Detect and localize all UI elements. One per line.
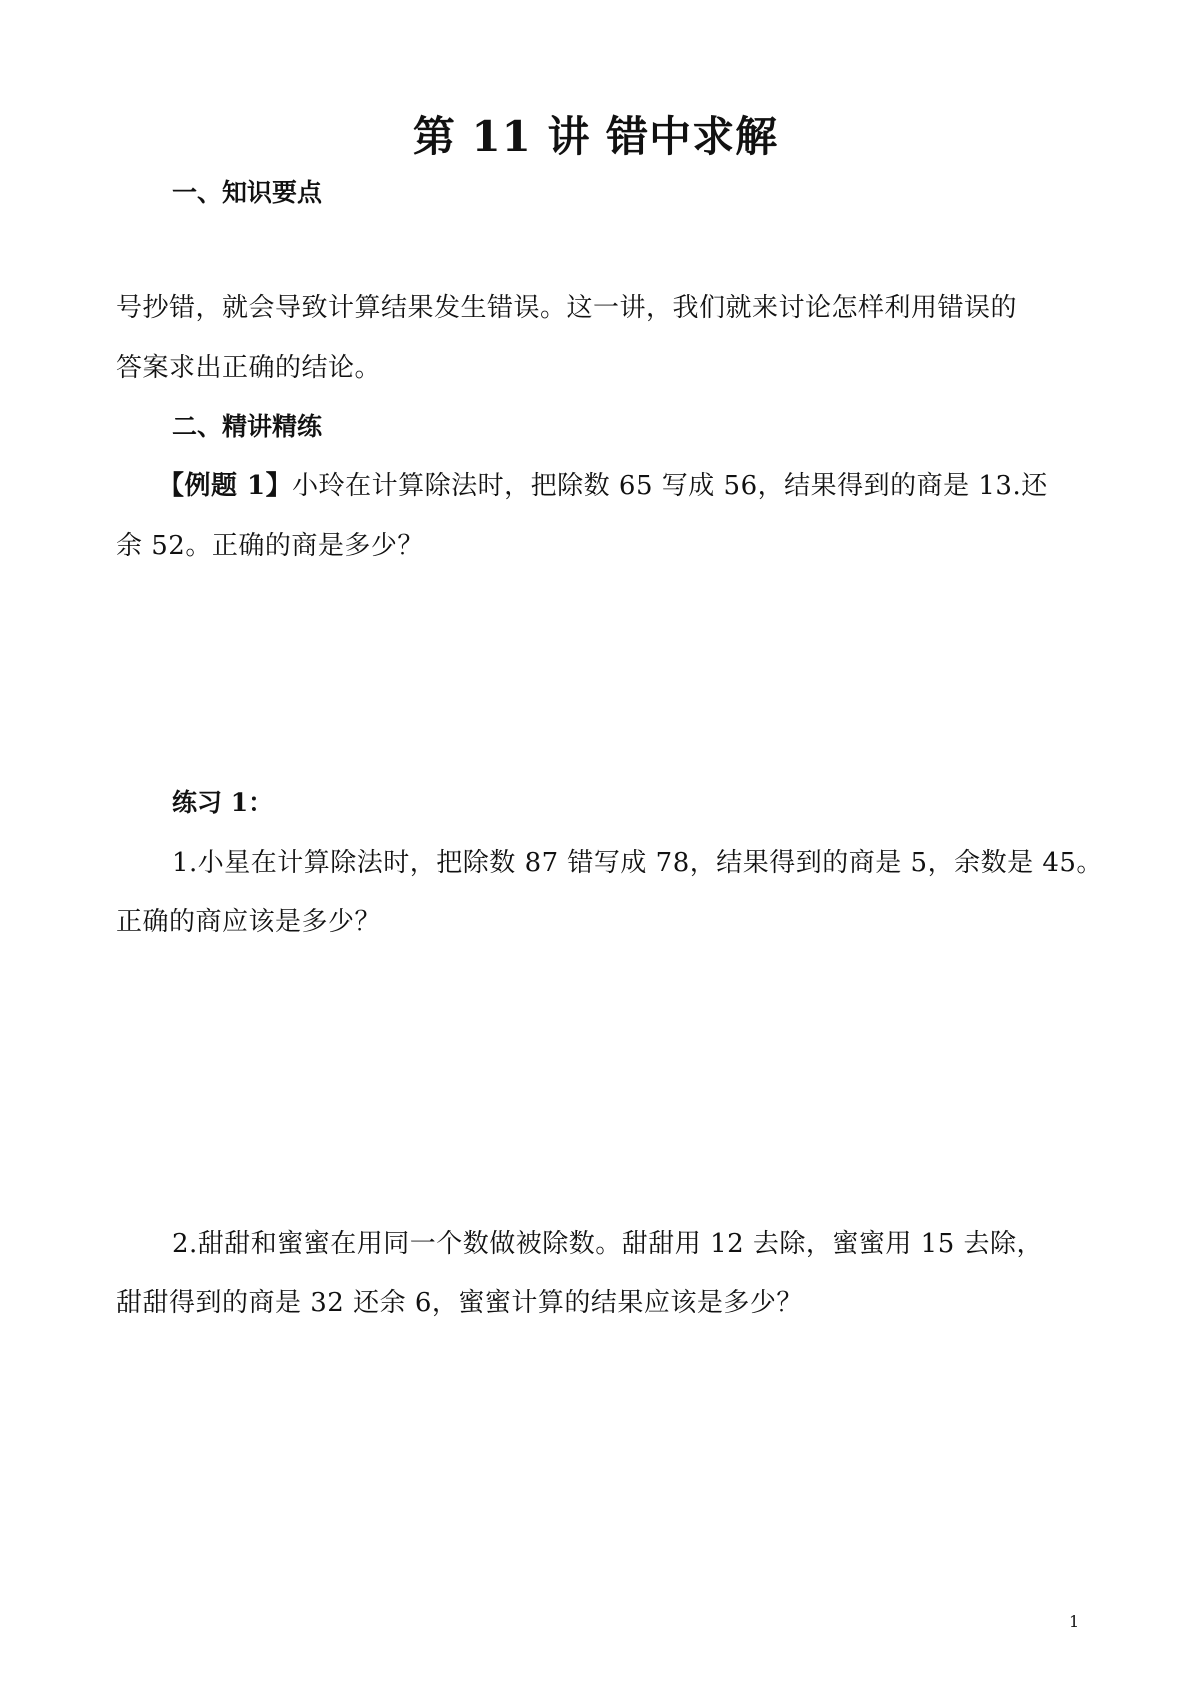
section-heading-knowledge-points: 一、知识要点 (172, 178, 323, 207)
practice-problem-1-line-2: 正确的商应该是多少？ (116, 907, 382, 937)
intro-paragraph-line-2: 答案求出正确的结论。 (116, 353, 382, 383)
example-1-line-1 (158, 468, 1048, 504)
section-heading-lecture-practice: 二、精讲精练 (172, 412, 323, 441)
practice-problem-2-line-2: 甜甜得到的商是 32 还余 6，蜜蜜计算的结果应该是多少？ (116, 1288, 803, 1318)
example-1-line-2: 余 52。正确的商是多少？ (116, 531, 424, 561)
practice-heading: 练习 1： (172, 788, 274, 817)
example-1-text: 小玲在计算除法时，把除数 65 写成 56，结果得到的商是 13.还 (292, 471, 1048, 501)
example-1-label: 【例题 1】 (158, 471, 293, 501)
page-title: 第 11 讲 错中求解 (412, 112, 779, 161)
practice-problem-1-line-1: 1.小星在计算除法时，把除数 87 错写成 78，结果得到的商是 5，余数是 45。 (172, 848, 1103, 878)
practice-problem-2-line-1: 2.甜甜和蜜蜜在用同一个数做被除数。甜甜用 12 去除，蜜蜜用 15 去除， (172, 1229, 1044, 1259)
page-number: 1 (1069, 1612, 1080, 1631)
intro-paragraph-line-1: 号抄错，就会导致计算结果发生错误。这一讲，我们就来讨论怎样利用错误的 (116, 293, 1018, 323)
